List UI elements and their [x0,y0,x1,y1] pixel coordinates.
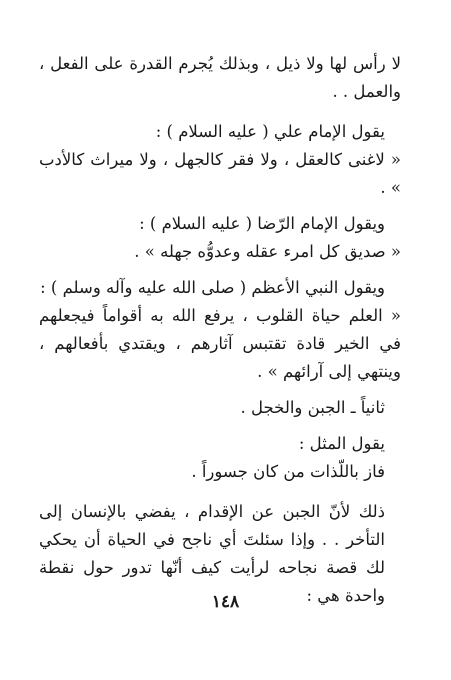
paragraph-final: ذلك لأنّ الجبن عن الإقدام ، يفضي بالإنسان إلى التأخر . . وإذا سئلتَ أي ناجح في الحياة أن يحكي لك قصة نجاحه لرأيت كيف أنّها تدور حول نقطة واحدة هي : [39,502,385,605]
body-text [39,50,401,610]
quote-intro-prophet: ويقول النبي الأعظم ( صلى الله عليه وآله وسلم ) : [40,278,385,297]
section-heading-cowardice: ثانياً ـ الجبن والخجل . [240,398,385,417]
quote-imam-rida: « صديق كل امرء عقله وعدوُّه جهله » . [134,242,401,261]
quote-imam-ali: « لاغنى كالعقل ، ولا فقر كالجهل ، ولا ميراث كالأدب » . [39,150,401,197]
quote-intro-imam-ali: يقول الإمام علي ( عليه السلام ) : [155,122,385,141]
quote-prophet: « العلم حياة القلوب ، يرفع الله به أقواماً فيجعلهم في الخير قادة تقتبس آثارهم ، ويقتدي بأفعالهم ، وينتهي إلى آرائهم » . [39,306,401,381]
page-number: ١٤٨ [211,592,240,612]
paragraph-1: لا رأس لها ولا ذيل ، وبذلك يُجرم القدرة على الفعل ، والعمل . . [39,54,401,101]
quote-intro-imam-rida: ويقول الإمام الرّضا ( عليه السلام ) : [139,214,385,233]
proverb: فاز باللّذات من كان جسوراً . [191,462,385,481]
proverb-intro: يقول المثل : [298,434,385,453]
